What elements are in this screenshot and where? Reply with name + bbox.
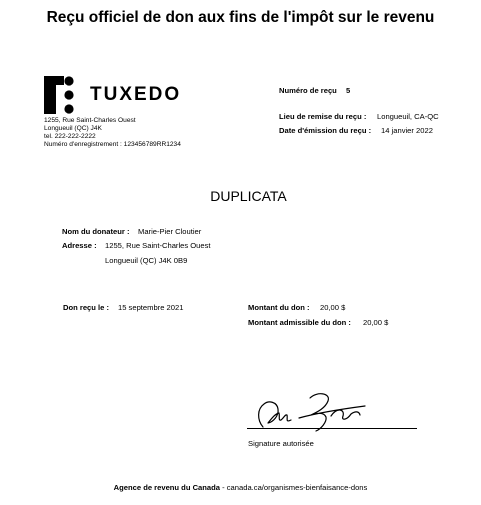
signature-line [247, 428, 417, 429]
page-title: Reçu officiel de don aux fins de l'impôt sur le revenu [46, 9, 435, 26]
donation-received-label: Don reçu le : [63, 303, 109, 312]
donor-address-line1: 1255, Rue Saint-Charles Ouest [105, 241, 211, 250]
receipt-place-label: Lieu de remise du reçu : [279, 112, 367, 121]
donor-address-label: Adresse : [62, 241, 97, 250]
org-phone: tel. 222-222-2222 [44, 133, 96, 140]
donation-eligible-label: Montant admissible du don : [248, 318, 351, 327]
tuxedo-logo [44, 76, 78, 114]
signature-label: Signature autorisée [248, 439, 314, 448]
footer-url: - canada.ca/organismes-bienfaisance-dons [220, 483, 368, 492]
footer [0, 483, 481, 492]
donation-amount-value: 20,00 $ [320, 303, 346, 312]
footer-agency: Agence de revenu du Canada [113, 483, 220, 492]
org-name: TUXEDO [90, 84, 182, 105]
donation-amount-label: Montant du don : [248, 303, 310, 312]
duplicate-label: DUPLICATA [210, 188, 287, 204]
receipt-issue-date-label: Date d'émission du reçu : [279, 126, 372, 135]
org-registration: Numéro d'enregistrement : 123456789RR1234 [44, 141, 181, 148]
receipt-number-value: 5 [346, 86, 351, 95]
org-address-line2: Longueuil (QC) J4K [44, 125, 102, 132]
donation-received-value: 15 septembre 2021 [118, 303, 184, 312]
donor-name-value: Marie-Pier Cloutier [138, 227, 202, 236]
org-address-line1: 1255, Rue Saint-Charles Ouest [44, 117, 136, 124]
donation-eligible-value: 20,00 $ [363, 318, 389, 327]
receipt-place-value: Longueuil, CA-QC [377, 112, 439, 121]
donor-name-label: Nom du donateur : [62, 227, 130, 236]
donor-address-line2: Longueuil (QC) J4K 0B9 [105, 256, 188, 265]
receipt-number-label: Numéro de reçu [279, 86, 337, 95]
receipt-issue-date-value: 14 janvier 2022 [381, 126, 433, 135]
